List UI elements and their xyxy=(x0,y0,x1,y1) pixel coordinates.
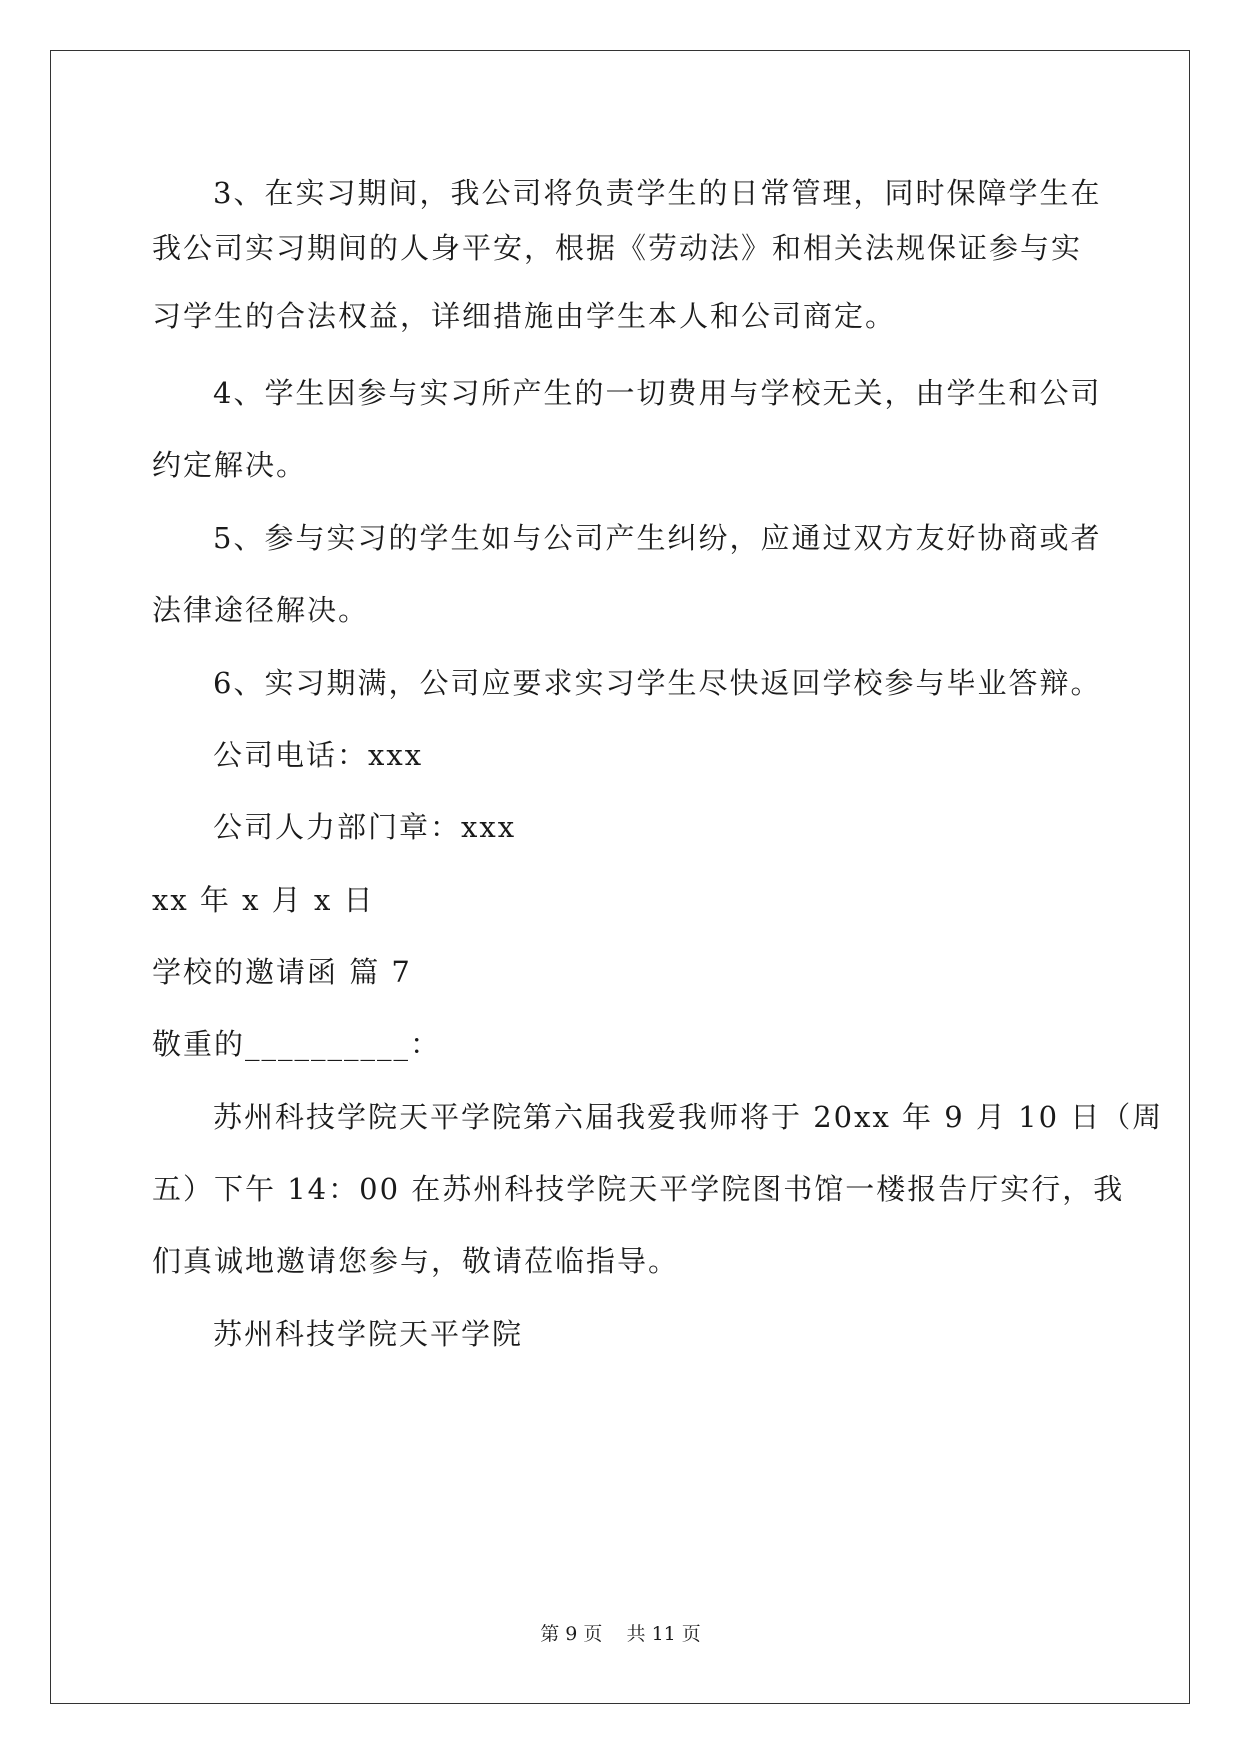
salutation: 敬重的__________： xyxy=(152,1027,442,1061)
company-hr-seal: 公司人力部门章：xxx xyxy=(213,810,517,844)
invitation-line-3: 们真诚地邀请您参与，敬请莅临指导。 xyxy=(152,1244,680,1278)
paragraph-3-line-3: 习学生的合法权益，详细措施由学生本人和公司商定。 xyxy=(152,299,897,333)
invitation-line-2: 五）下午 14：00 在苏州科技学院天平学院图书馆一楼报告厅实行，我 xyxy=(152,1172,1125,1206)
paragraph-6: 6、实习期满，公司应要求实习学生尽快返回学校参与毕业答辩。 xyxy=(213,666,1102,700)
paragraph-4-line-2: 约定解决。 xyxy=(152,448,308,482)
date-line: xx 年 x 月 x 日 xyxy=(152,883,375,917)
paragraph-4-line-1: 4、学生因参与实习所产生的一切费用与学校无关，由学生和公司 xyxy=(213,376,1102,410)
page-number-footer: 第 9 页 共 11 页 xyxy=(540,1623,701,1645)
invitation-line-1: 苏州科技学院天平学院第六届我爱我师将于 20xx 年 9 月 10 日（周 xyxy=(213,1100,1164,1134)
section-title: 学校的邀请函 篇 7 xyxy=(152,955,412,989)
paragraph-3-line-1: 3、在实习期间，我公司将负责学生的日常管理，同时保障学生在 xyxy=(213,176,1102,210)
paragraph-5-line-1: 5、参与实习的学生如与公司产生纠纷，应通过双方友好协商或者 xyxy=(213,521,1102,555)
signature-organization: 苏州科技学院天平学院 xyxy=(213,1317,524,1351)
paragraph-5-line-2: 法律途径解决。 xyxy=(152,593,370,627)
paragraph-3-line-2: 我公司实习期间的人身平安，根据《劳动法》和相关法规保证参与实 xyxy=(152,231,1083,265)
company-phone: 公司电话：xxx xyxy=(213,738,424,772)
